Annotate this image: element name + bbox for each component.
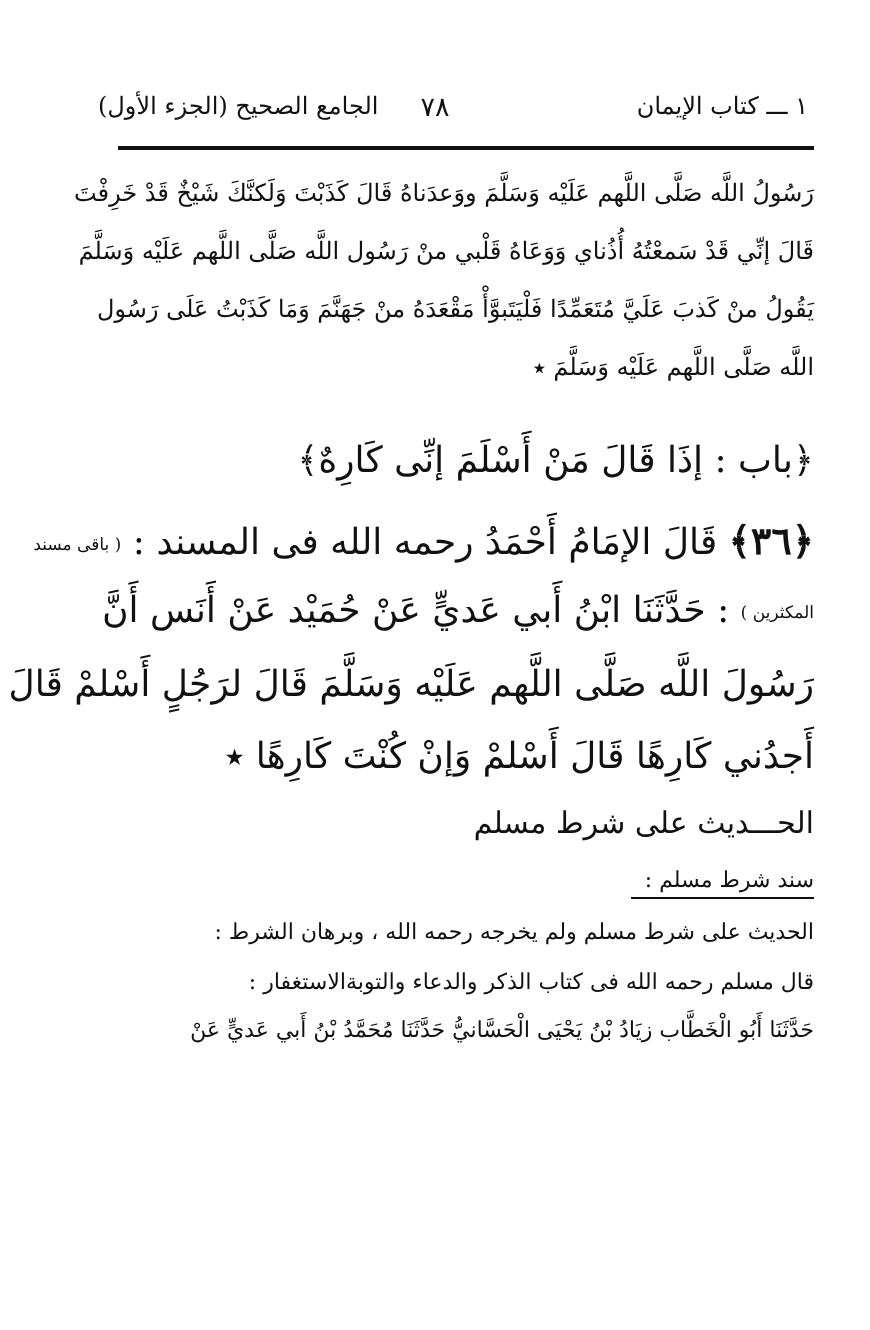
hadith-line: رَسُولَ اللَّه صَلَّى اللَّهم عَلَيْه وَسَلَّمَ قَالَ لرَجُلٍ أَسْلمْ قَالَ (8, 664, 814, 705)
hadith-grading: الحـــديث على شرط مسلم (473, 806, 814, 841)
hadith-line (102, 590, 814, 631)
continuation-line: يَقُولُ منْ كَذبَ عَلَيَّ مُتَعَمِّدًا فَلْيَتَبوَّأْ مَقْعَدَهُ منْ جَهَنَّمَ وَمَا كَذَبْتُ عَلَى رَسُول (96, 295, 814, 323)
sanad-line: الحديث على شرط مسلم ولم يخرجه رحمه الله ، وبرهان الشرط : (214, 920, 814, 945)
hadith-line: أَجدُني كَارِهًا قَالَ أَسْلمْ وَإنْ كُنْتَ كَارِهًا ⭑ (224, 736, 814, 777)
page-number: ٧٨ (420, 92, 450, 123)
hadith-intro: قَالَ الإمَامُ أَحْمَدُ رحمه الله فى المسند : (132, 522, 718, 563)
hadith-number: ﴿٣٦﴾ (728, 518, 814, 563)
continuation-text (74, 164, 814, 396)
continuation-line: قَالَ إنِّي قَدْ سَمعْتُهُ أُذُناي وَوَعَاهُ قَلْبي منْ رَسُول اللَّه صَلَّى اللَّهم عَلَيْه وَسَلَّمَ (78, 237, 814, 265)
sanad-line: حَدَّثَنَا أَبُو الْخَطَّاب زيَادُ بْنُ يَحْيَى الْحَسَّانيُّ حَدَّثَنَا مُحَمَّدُ بْنُ أَبي عَديٍّ عَنْ (190, 1018, 814, 1043)
continuation-line: اللَّه صَلَّى اللَّهم عَلَيْه وَسَلَّمَ ⭑ (532, 353, 814, 381)
source-note: ( باقى مسند (33, 535, 122, 555)
chapter-title: ﴿باب : إذَا قَالَ مَنْ أَسْلَمَ إنِّى كَارِهٌ﴾ (297, 440, 814, 481)
running-header-chapter: ١ ـــ كتاب الإيمان (636, 92, 808, 120)
continuation-line: رَسُولُ اللَّه صَلَّى اللَّهم عَلَيْه وَسَلَّمَ ووَعدَناهُ قَالَ كَذَبْتَ وَلَكنَّكَ شَيْخٌ قَدْ خَرِفْتَ (74, 179, 814, 207)
running-header-book-title: الجامع الصحيح (الجزء الأول) (98, 92, 379, 120)
hadith-sanad-text: : حَدَّثَنَا ابْنُ أَبي عَديٍّ عَنْ حُمَيْد عَنْ أَنَس أَنَّ (102, 590, 730, 631)
sanad-line: قال مسلم رحمه الله فى كتاب الذكر والدعاء والتوبةالاستغفار : (248, 970, 814, 995)
hadith-heading-line (33, 518, 814, 563)
header-rule (118, 146, 814, 150)
sanad-heading: سند شرط مسلم : (631, 868, 814, 899)
source-note-cont: المكثرين ) (740, 603, 814, 623)
